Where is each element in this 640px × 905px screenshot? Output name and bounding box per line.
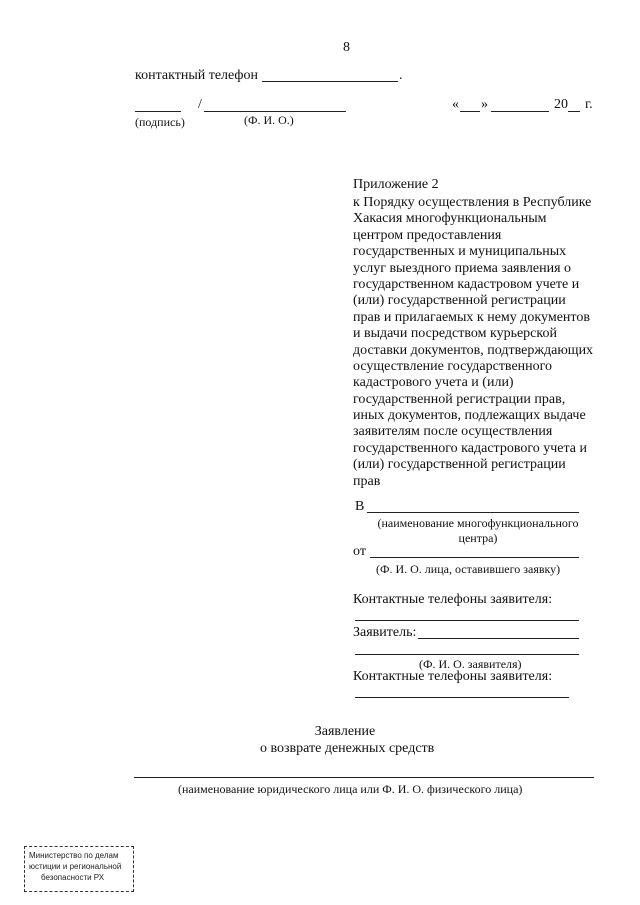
appendix-line: к Порядку осуществления в Республике — [353, 195, 592, 210]
appendix-line: доставки документов, подтверждающих — [353, 342, 594, 358]
from-field[interactable] — [370, 557, 579, 558]
appendix-line: Хакасия многофункциональным — [353, 211, 547, 227]
appendix-line: государственной регистрации прав, — [353, 391, 566, 407]
appendix-line: государственных и муниципальных — [353, 244, 567, 260]
stamp-line-3: безопасности РХ — [41, 873, 105, 882]
contact-phone-end: . — [399, 68, 403, 83]
appendix-line: кадастрового учета и (или) — [353, 375, 514, 391]
from-label: от — [353, 544, 366, 559]
signature-slash: / — [198, 97, 202, 112]
from-caption: (Ф. И. О. лица, оставившего заявку) — [376, 562, 561, 576]
page-number: 8 — [343, 40, 350, 55]
appendix-line: прав — [353, 473, 381, 489]
entity-caption: (наименование юридического лица или Ф. И. О. физического лица) — [178, 782, 523, 796]
date-year-field[interactable] — [568, 111, 580, 112]
to-caption-line2: центра) — [458, 531, 498, 545]
fio-field[interactable] — [204, 111, 346, 112]
phones-field-1[interactable] — [355, 620, 579, 621]
appendix-line: прав и прилагаемых к нему документов — [353, 309, 590, 325]
applicant-field-2[interactable] — [355, 654, 579, 655]
appendix-line: центром предоставления — [353, 227, 502, 243]
appendix-line: и выдачи посредством курьерской — [353, 326, 557, 342]
appendix-line: заявителям после осуществления — [353, 424, 553, 440]
signature-field[interactable] — [135, 111, 181, 112]
appendix-line: государственном кадастровом учете и — [353, 276, 580, 292]
contact-phone-field[interactable] — [262, 81, 398, 82]
to-field[interactable] — [367, 512, 579, 513]
appendix-line: (или) государственной регистрации — [353, 293, 566, 309]
date-month-field[interactable] — [491, 111, 549, 112]
date-year-prefix: 20 — [554, 97, 568, 112]
applicant-label: Заявитель: — [353, 625, 417, 640]
statement-subtitle: о возврате денежных средств — [260, 741, 435, 756]
to-label: В — [355, 499, 365, 514]
to-caption-line1: (наименование многофункционального — [377, 516, 579, 530]
phones-label-1: Контактные телефоны заявителя: — [353, 592, 553, 607]
statement-title: Заявление — [314, 724, 376, 739]
fio-caption: (Ф. И. О.) — [244, 113, 294, 127]
appendix-line: государственного кадастрового учета и — [353, 440, 587, 456]
applicant-field[interactable] — [418, 638, 579, 639]
entity-field[interactable] — [134, 777, 594, 778]
appendix-body — [353, 195, 613, 490]
date-open-quote: « — [452, 97, 459, 112]
stamp-line-1: Министерство по делам — [29, 851, 119, 860]
signature-caption: (подпись) — [135, 115, 185, 129]
stamp-line-2: юстиции и региональной — [29, 862, 122, 871]
ministry-stamp — [24, 846, 134, 892]
appendix-line: (или) государственной регистрации — [353, 457, 566, 473]
date-day-field[interactable] — [460, 111, 480, 112]
applicant-caption: (Ф. И. О. заявителя) — [419, 657, 522, 671]
contact-phone-label: контактный телефон — [135, 68, 258, 83]
appendix-line: иных документов, подлежащих выдаче — [353, 408, 586, 424]
date-close-quote: » — [481, 97, 488, 112]
appendix-title: Приложение 2 — [353, 177, 439, 192]
phones-field-2[interactable] — [355, 697, 569, 698]
date-year-suffix: г. — [585, 97, 593, 112]
phones-label-2: Контактные телефоны заявителя: — [353, 669, 553, 684]
appendix-line: услуг выездного приема заявления о — [353, 260, 572, 276]
appendix-line: осуществление государственного — [353, 358, 553, 374]
